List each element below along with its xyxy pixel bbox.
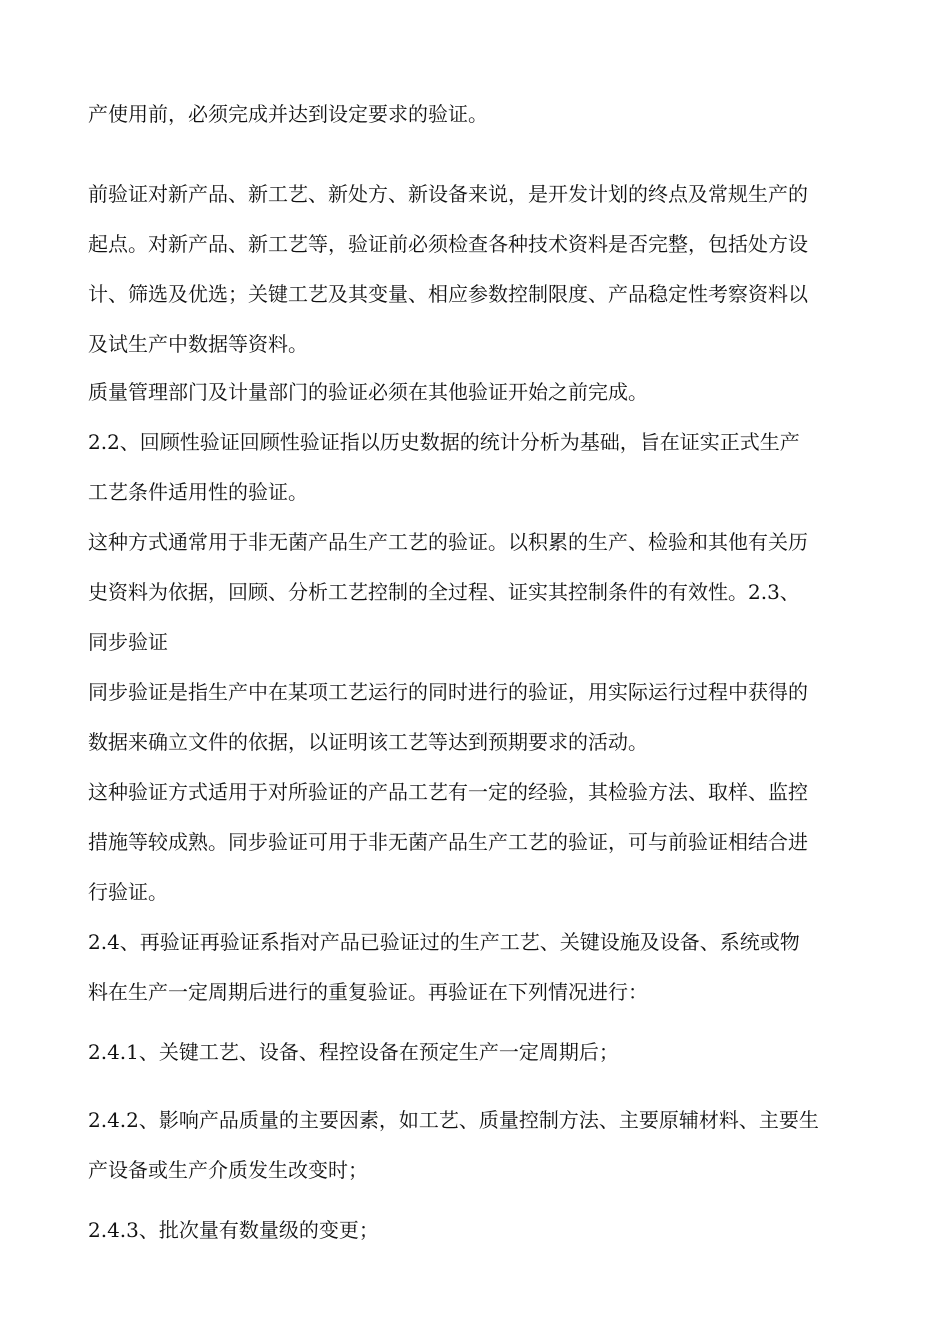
text-line: 质量管理部门及计量部门的验证必须在其他验证开始之前完成。 xyxy=(88,380,648,404)
text-line: 产设备或生产介质发生改变时； xyxy=(88,1158,368,1182)
text-line: 这种验证方式适用于对所验证的产品工艺有一定的经验，其检验方法、取样、监控 xyxy=(88,780,808,804)
text-line: 史资料为依据，回顾、分析工艺控制的全过程、证实其控制条件的有效性。2.3、 xyxy=(88,580,800,604)
text-line: 同步验证 xyxy=(88,630,168,654)
text-line: 计、筛选及优选；关键工艺及其变量、相应参数控制限度、产品稳定性考察资料以 xyxy=(88,282,808,306)
text-line: 数据来确立文件的依据，以证明该工艺等达到预期要求的活动。 xyxy=(88,730,648,754)
text-line: 前验证对新产品、新工艺、新处方、新设备来说，是开发计划的终点及常规生产的 xyxy=(88,182,808,206)
text-line: 行验证。 xyxy=(88,880,168,904)
text-line: 同步验证是指生产中在某项工艺运行的同时进行的验证，用实际运行过程中获得的 xyxy=(88,680,808,704)
text-line: 工艺条件适用性的验证。 xyxy=(88,480,308,504)
text-line: 2.4、再验证再验证系指对产品已验证过的生产工艺、关键设施及设备、系统或物 xyxy=(88,930,800,954)
text-line: 及试生产中数据等资料。 xyxy=(88,332,308,356)
text-line: 料在生产一定周期后进行的重复验证。再验证在下列情况进行： xyxy=(88,980,648,1004)
text-line: 2.4.2、影响产品质量的主要因素，如工艺、质量控制方法、主要原辅材料、主要生 xyxy=(88,1108,819,1132)
text-line: 2.4.1、关键工艺、设备、程控设备在预定生产一定周期后； xyxy=(88,1040,619,1064)
text-line: 2.4.3、批次量有数量级的变更； xyxy=(88,1218,379,1242)
text-line: 措施等较成熟。同步验证可用于非无菌产品生产工艺的验证，可与前验证相结合进 xyxy=(88,830,808,854)
text-line: 2.2、回顾性验证回顾性验证指以历史数据的统计分析为基础，旨在证实正式生产 xyxy=(88,430,800,454)
text-line: 这种方式通常用于非无菌产品生产工艺的验证。以积累的生产、检验和其他有关历 xyxy=(88,530,808,554)
text-line: 产使用前，必须完成并达到设定要求的验证。 xyxy=(88,102,488,126)
text-line: 起点。对新产品、新工艺等，验证前必须检查各种技术资料是否完整，包括处方设 xyxy=(88,232,808,256)
